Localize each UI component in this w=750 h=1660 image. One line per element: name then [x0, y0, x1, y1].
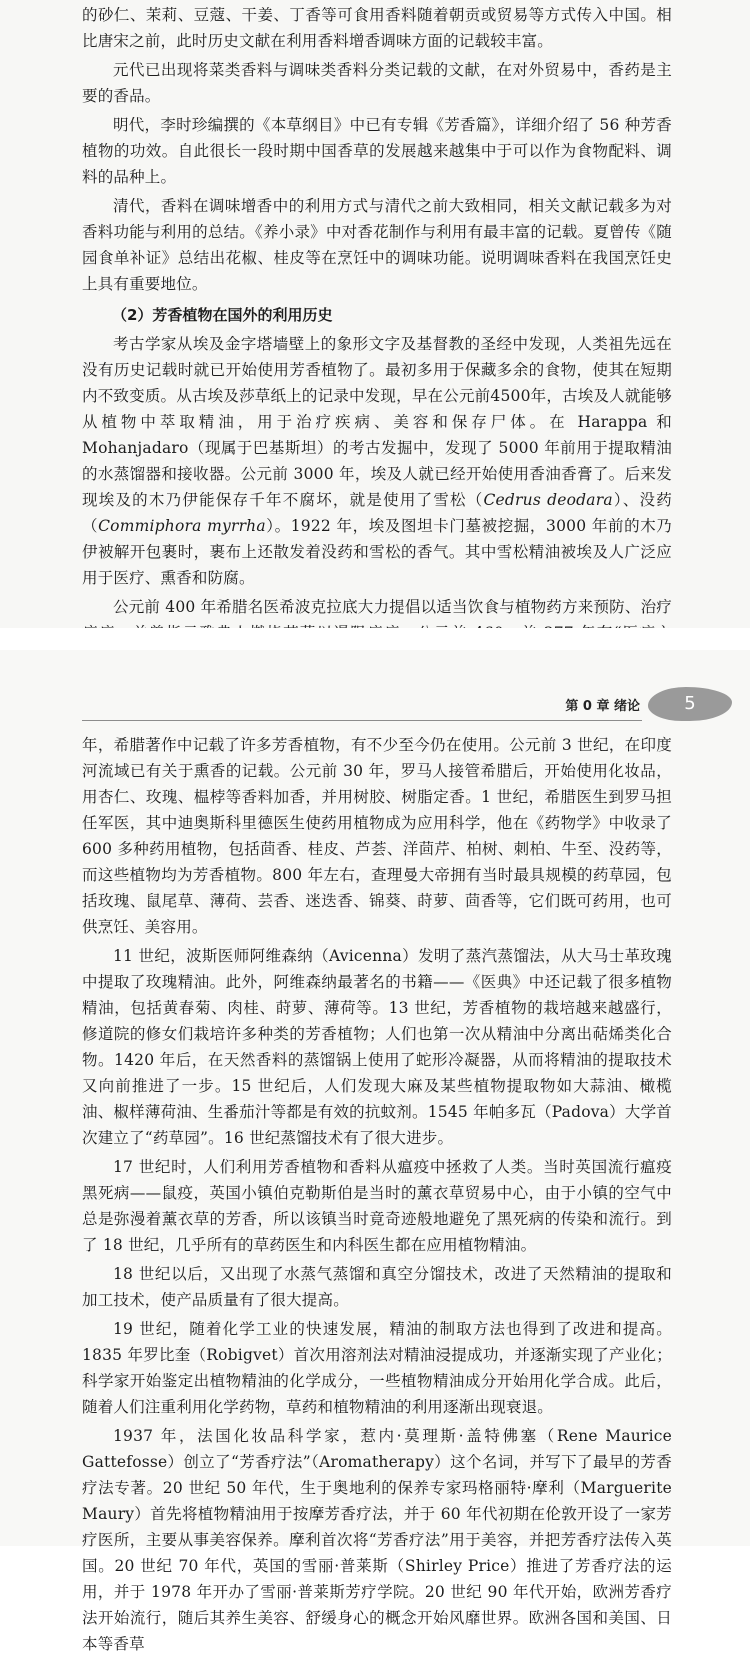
paragraph: 18 世纪以后，又出现了水蒸气蒸馏和真空分馏技术，改进了天然精油的提取和加工技术，使产品质量有了很大提高。 [82, 1265, 672, 1309]
page-bottom-text [82, 732, 672, 1660]
book-page-top [0, 0, 750, 628]
paragraph [82, 331, 672, 591]
page-top-text [82, 2, 672, 701]
section-heading: （2）芳香植物在国外的利用历史 [112, 306, 333, 324]
paragraph: 清代，香料在调味增香中的利用方式与清代之前大致相同，相关文献记载多为对香料功能与利用的总结。《养小录》中对香花制作与利用有最丰富的记载。夏曾传《随园食单补证》总结出花椒、桂皮等在烹饪中的调味功能。说明调味香料在我国烹饪史上具有重要地位。 [82, 197, 672, 293]
running-header [560, 687, 740, 721]
paragraph: 公元前 400 年希腊名医希波克拉底大力提倡以适当饮食与植物药方来预防、治疗 [113, 598, 672, 616]
paragraph-text: ）。1922 年，埃及图坦卡门墓被挖掘，3000 年前的木乃伊被解开包裹时，裹布上还散发着没药和雪松的香气。其中雪松精油被埃及人广泛应用于医疗、熏香和防腐。 [82, 517, 673, 587]
paragraph: 1937 年，法国化妆品科学家，惹内·莫理斯·盖特佛塞（Rene Maurice Gattefosse）创立了“芳香疗法”（Aromatherapy）这个名词，并写下了最早的芳香疗法专著。20 世纪 50 年代，生于奥地利的保养专家玛格丽特·摩利（Marguerite Maury）首先将植物精油用于按摩芳香疗法，并于 60 年代初期在伦敦开设了一家芳疗医所，主要从事美容保养。摩利首次将“芳香疗法”用于美容，并把芳香疗法传入英国。20 世纪 70 年代，英国的雪丽·普莱斯（Shirley Price）推进了芳香疗法的运用，并于 1978 年开办了雪丽·普莱斯芳疗学院。20 世纪 90 年代开始，欧洲芳香疗法开始流行，随后其养生美容、舒缓身心的概念开始风靡世界。欧洲各国和美国、日本等香草 [82, 1427, 672, 1653]
paragraph: 的砂仁、茉莉、豆蔻、干姜、丁香等可食用香料随着朝贡或贸易等方式传入中国。相比唐宋之前，此时历史文献在利用香料增香调味方面的记载较丰富。 [82, 6, 672, 50]
chapter-label: 第 0 章 绪论 [565, 699, 640, 714]
paragraph-text: 考古学家从埃及金字塔墙壁上的象形文字及基督教的圣经中发现，人类祖先远在没有历史记载时就已开始使用芳香植物了。最初多用于保藏多余的食物，使其在短期内不致变质。从古埃及莎草纸上的记录中发现，早在公元前4500年，古埃及人就能够从植物中萃取精油，用于治疗疾病、美容和保存尸体。在 Harappa 和 Mohanjadaro（现属于巴基斯坦）的考古发掘中，发现了 5000 年前用于提取精油的水蒸馏器和接收器。公元前 3000 年，埃及人就已经开始使用香油香膏了。后来发现埃及的木乃伊能保存千年不腐坏，就是使用了雪松（ [82, 335, 672, 509]
paragraph: 17 世纪时，人们利用芳香植物和香料从瘟疫中拯救了人类。当时英国流行瘟疫黑死病——鼠疫，英国小镇伯克勒斯伯是当时的薰衣草贸易中心，由于小镇的空气中总是弥漫着薰衣草的芳香，所以该镇当时竟奇迹般地避免了黑死病的传染和流行。到了 18 世纪，几乎所有的草药医生和内科医生都在应用植物精油。 [82, 1158, 672, 1254]
header-rule [82, 720, 642, 721]
page-number: 5 [648, 687, 732, 721]
paragraph-text: ）、没药（ [82, 491, 672, 535]
paragraph: 年，希腊著作中记载了许多芳香植物，有不少至今仍在使用。公元前 3 世纪，在印度河流域已有关于熏香的记载。公元前 30 年，罗马人接管希腊后，开始使用化妆品，用杏仁、玫瑰、榅桲等香料加香，并用树胶、树脂定香。1 世纪，希腊医生到罗马担任军医，其中迪奥斯科里德医生使药用植物成为应用科学，他在《药物学》中收录了 600 多种药用植物，包括茴香、桂皮、芦荟、洋茴芹、柏树、刺柏、牛至、没药等，而这些植物均为芳香植物。800 年左右，查理曼大帝拥有当时最具规模的药草园，包括玫瑰、鼠尾草、薄荷、芸香、迷迭香、锦葵、莳萝、茴香等，它们既可药用，也可供烹饪、美容用。 [82, 736, 672, 936]
paragraph: 明代，李时珍编撰的《本草纲目》中已有专辑《芳香篇》，详细介绍了 56 种芳香植物的功效。自此很长一段时期中国香草的发展越来越集中于可以作为食物配料、调料的品种上。 [82, 116, 672, 186]
paragraph: 元代已出现将菜类香料与调味类香料分类记载的文献，在对外贸易中，香药是主要的香品。 [82, 61, 672, 105]
page-gap [0, 628, 750, 650]
latin-name: Commiphora myrrha [98, 517, 266, 535]
latin-name: Cedrus deodara [483, 491, 613, 509]
paragraph: 19 世纪，随着化学工业的快速发展，精油的制取方法也得到了改进和提高。1835 年罗比奎（Robigvet）首次用溶剂法对精油浸提成功，并逐渐实现了产业化；科学家开始鉴定出植物精油的化学成分，一些植物精油成分开始用化学合成。此后，随着人们注重利用化学药物，草药和植物精油的利用逐渐出现衰退。 [82, 1320, 672, 1416]
paragraph: 11 世纪，波斯医师阿维森纳（Avicenna）发明了蒸汽蒸馏法，从大马士革玫瑰中提取了玫瑰精油。此外，阿维森纳最著名的书籍——《医典》中还记载了很多植物精油，包括黄春菊、肉桂、莳萝、薄荷等。13 世纪，芳香植物的栽培越来越盛行，修道院的修女们栽培许多种类的芳香植物；人们也第一次从精油中分离出萜烯类化合物。1420 年后，在天然香料的蒸馏锅上使用了蛇形冷凝器，从而将精油的提取技术又向前推进了一步。15 世纪后，人们发现大麻及某些植物提取物如大蒜油、橄榄油、椒样薄荷油、生番茄汁等都是有效的抗蚊剂。1545 年帕多瓦（Padova）大学首次建立了“药草园”。16 世纪蒸馏技术有了很大进步。 [82, 947, 672, 1147]
